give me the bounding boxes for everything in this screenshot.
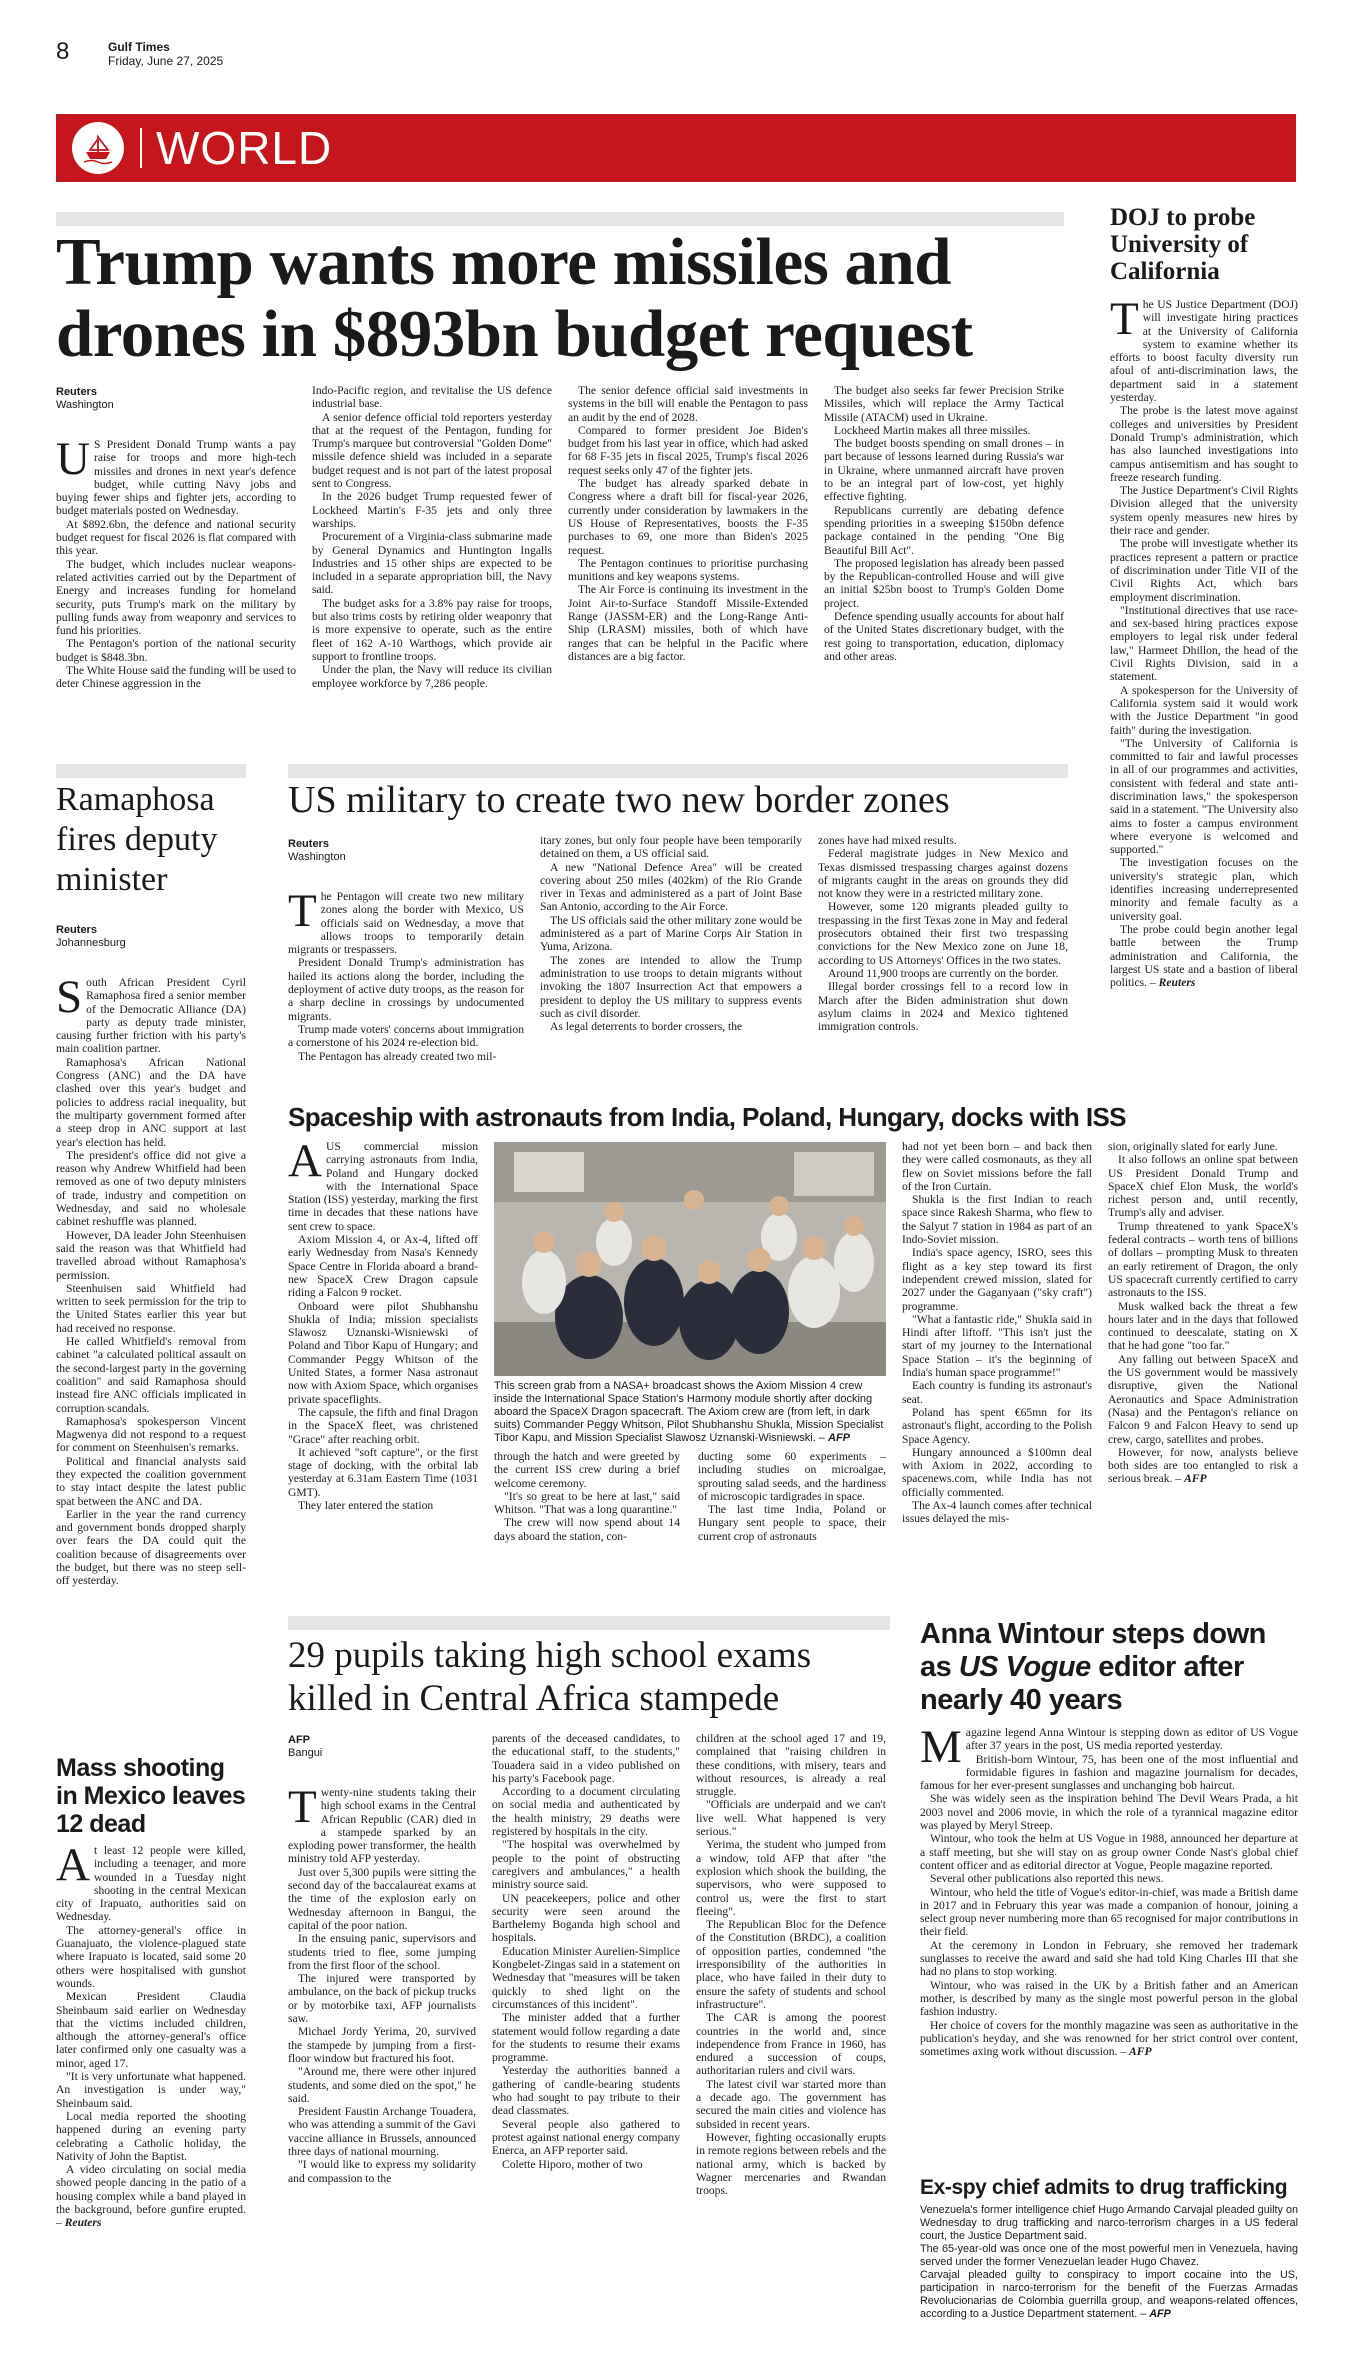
iss-crew-photo bbox=[494, 1142, 886, 1376]
section-banner bbox=[56, 114, 1296, 182]
border-col-2: itary zones, but only four people have been temporarily detained on them, a US official said. A new "National Defence Area" will be created covering about 250 miles (402km) of the Rio Grande river in Texas and administered as a part of Joint Base San Antonio, according to the Air Force. The US officials said the other military zone would be administered as a part of Marine Corps Air Station in Yuma, Arizona. The zones are intended to allow the Trump administration to use troops to detain migrants without invoking the 1807 Insurrection Act that empowers a president to deploy the US military to suppress events such as civil disorder. As legal deterrents to border crossers, the bbox=[540, 834, 802, 1034]
pupils-headline: 29 pupils taking high school exams killed in Central Africa stampede bbox=[288, 1635, 812, 1719]
mexico-headline: Mass shooting in Mexico leaves 12 dead bbox=[56, 1754, 246, 1838]
section-rule bbox=[288, 764, 1068, 778]
pupils-col-2: parents of the deceased candidates, to the educational staff, to the students," Touadera said in a video published on his party's Facebook page. According to a document circulating on social media and authenticated by the health ministry, 29 deaths were registered by hospitals in the city. "The hospital was overwhelmed by people to the point of obstructing caregivers and ambulances," a health ministry source said. UN peacekeepers, police and other security were seen around the Barthelemy Boganda high school and hospitals. Education Minister Aurelien-Simplice Kongbelet-Zingas said in a statement on Wednesday that "measures will be taken quickly to shed light on the circumstances of this incident". The minister added that a further statement would follow regarding a date for the students to resume their exams programme. Yesterday the authorities banned a gathering of candle-bearing students who had sought to pay tribute to their dead classmates. Several people also gathered to protest against national energy company Enerca, an AFP reporter said. Colette Hiporo, mother of two bbox=[492, 1732, 680, 2171]
iss-headline: Spaceship with astronauts from India, Poland, Hungary, docks with ISS bbox=[288, 1102, 1126, 1132]
border-byline: Reuters Washington bbox=[288, 838, 346, 863]
exspy-headline: Ex-spy chief admits to drug trafficking bbox=[920, 2176, 1288, 2199]
border-col-3: zones have had mixed results. Federal magistrate judges in New Mexico and Texas dismissed trespassing charges against dozens of migrants caught in the areas on grounds they did not know they were in a restricted military zone. However, some 120 migrants pleaded guilty to trespassing in the first Texas zone in May and federal prosecutors obtained their first two trespassing convictions for the New Mexico zone on June 18, according to US Attorneys' Offices in the two states. Around 11,900 troops are currently on the border. Illegal border crossings fell to a record low in March after the Biden administration shut down asylum claims in 2024 and Mexico tightened immigration controls. bbox=[818, 834, 1068, 1034]
rama-byline: Reuters Johannesburg bbox=[56, 924, 126, 949]
iss-col-5: sion, originally slated for early June. It also follows an online spat between US President Donald Trump and SpaceX chief Elon Musk, the world's richest person and, until recently, Trump's ally and adviser. Trump threatened to yank SpaceX's federal contracts – worth tens of billions of dollars – prompting Musk to threaten an early retirement of Dragon, the only US spacecraft currently certified to carry astronauts to the ISS. Musk walked back the threat a few hours later and in the days that followed continued to deescalate, stating on X that he had gone "too far." Any falling out between SpaceX and the US government would be massively disruptive, given the National Aeronautics and Space Administration (Nasa) and the Pentagon's reliance on Falcon 9 and Falcon Heavy to send up crew, cargo, satellites and probes. However, for now, analysts believe both sides are too entangled to risk a serious break. – AFP bbox=[1108, 1140, 1298, 1486]
trump-col-4: The budget also seeks far fewer Precision Strike Missiles, which will replace the Army Tactical Missile (ATACM) used in Ukraine. Lockheed Martin makes all three missiles. The budget boosts spending on small drones – in part because of lessons learned during Russia's war in Ukraine, where unmanned aircraft have proven to be an integral part of low-cost, yet highly effective fighting. Republicans currently are debating defence spending priorities in a sweeping $150bn defence package contained in the pending "One Big Beautiful Bill Act". The proposed legislation has already been passed by the Republican-controlled House and will give an initial $25bn boost to Trump's Golden Dome project. Defence spending usually accounts for about half of the United States discretionary budget, with the rest going to transportation, education, diplomacy and other areas. bbox=[824, 384, 1064, 663]
trump-col-3: The senior defence official said investments in systems in the bill will enable the Pentagon to pass an audit by the end of 2028. Compared to former president Joe Biden's budget from his last year in office, which had asked for 68 F-35 jets in fiscal 2025, Trump's fiscal 2026 request seeks only 47 of the fighter jets. The budget has already sparked debate in Congress where a draft bill for fiscal-year 2026, currently under consideration by lawmakers in the US House of Representatives, boosts the F-35 purchases to 69, one more than Biden's 2025 request. The Pentagon continues to prioritise purchasing munitions and key weapons systems. The Air Force is continuing its investment in the Joint Air-to-Surface Standoff Missile-Extended Range (JASSM-ER) and the Long-Range Anti-Ship (LRASM) missiles, both of which have ranges that can be helpful in the Pacific where distances are a big factor. bbox=[568, 384, 808, 663]
page-number: 8 bbox=[56, 38, 70, 65]
section-title: WORLD bbox=[156, 122, 333, 174]
border-col-1: The Pentagon will create two new military zones along the border with Mexico, US officials said on Wednesday, a move that allows troops to temporarily detain migrants or trespassers. President Donald Trump's administration has hailed its actions along the border, including the deployment of active duty troops, as the reason for a sharp decline in crossings by undocumented migrants. Trump made voters' concerns about immigration a cornerstone of his 2024 re-election bid. The Pentagon has already created two mil- bbox=[288, 885, 524, 1063]
pupils-col-1: Twenty-nine students taking their high school exams in the Central African Republic (CAR) died in a stampede sparked by an exploding power transformer, the health ministry told AFP yesterday. Just over 5,300 pupils were sitting the second day of the baccalaureat exams at the time of the explosion early on Wednesday afternoon in Bangui, the capital of the poor nation. In the ensuing panic, supervisors and students tried to flee, some jumping from the first floor of the school. The injured were transported by ambulance, on the back of pickup trucks or by motorbike taxi, AFP journalists saw. Michael Jordy Yerima, 20, survived the stampede by jumping from a first-floor window but fractured his foot. "Around me, there were other injured students, and some died on the spot," he said. President Faustin Archange Touadera, who was attending a summit of the Gavi vaccine alliance in Brussels, announced three days of national mourning. "I would like to express my solidarity and compassion to the bbox=[288, 1781, 476, 2185]
iss-col-3: ducting some 60 experiments – including studies on microalgae, sprouting salad seeds, and the hardiness of microscopic tardigrades in space. The last time India, Poland or Hungary sent people to space, their current crop of astronauts bbox=[698, 1450, 886, 1543]
exspy-body: Venezuela's former intelligence chief Hugo Armando Carvajal pleaded guilty on Wednesday to drug trafficking and narco-terrorism charges in a US federal court, the Justice Department said. The 65-year-old was once one of the most powerful men in Venezuela, having served under the former Venezuelan leader Hugo Chavez. Carvajal pleaded guilty to conspiracy to import cocaine into the US, participation in narco-terrorism for the benefit of the Fuerzas Armadas Revolucionarias de Colombia guerrilla group, and weapons-related offences, according to a Justice Department statement. – AFP bbox=[920, 2204, 1298, 2320]
masthead-paper: Gulf Times bbox=[108, 40, 170, 54]
trump-col-1: US President Donald Trump wants a pay raise for troops and more high-tech missiles and drones in next year's defence budget, while cutting Navy jobs and buying fewer ships and fighter jets, according to budget materials posted on Wednesday. At $892.6bn, the defence and national security budget request for fiscal 2026 is flat compared with this year. The budget, which includes nuclear weapons-related activities carried out by the Department of Energy and increases funding for homeland security, puts Trump's mark on the military by pulling funds away from weaponry and services to fund his priorities. The Pentagon's portion of the national security budget is $848.3bn. The White House said the funding will be used to deter Chinese aggression in the bbox=[56, 433, 297, 691]
doj-body: The US Justice Department (DOJ) will investigate hiring practices at the University of California system to examine whether its efforts to boost faculty diversity run afoul of anti-discrimination laws, the department said in a statement yesterday. The probe is the latest move against colleges and universities by President Donald Trump's administration, which has also launched investigations into campus antisemitism and has sought to freeze research funding. The Justice Department's Civil Rights Division alleged that the university system openly measures new hires by their race and gender. The probe will investigate whether its practices represent a pattern or practice of discrimination under Title VII of the Civil Rights Act, which bars employment discrimination. "Institutional directives that use race- and sex-based hiring practices expose employers to legal risk under federal law," Harmeet Dhillon, the head of the Civil Rights Division, said in a statement. A spokesperson for the University of California system said it would work with the Justice Department "in good faith" during the investigation. "The University of California is committed to fair and lawful processes in all of our programmes and activities, consistent with federal and state anti-discrimination laws," the spokesperson said in a statement. "The University also aims to foster a campus environment where everyone is welcomed and supported." The investigation focuses on the university's strategic plan, which identifies increasing underrepresented minority and female faculty as a university goal. The probe could begin another legal battle between the Trump administration and California, the largest US state and a bastion of liberal politics. – Reuters bbox=[1110, 293, 1298, 990]
section-rule bbox=[288, 1616, 890, 1630]
doj-headline: DOJ to probe University of California bbox=[1110, 204, 1256, 285]
pupils-byline: AFP Bangui bbox=[288, 1734, 323, 1759]
trump-headline: Trump wants more missiles and drones in $893bn budget request bbox=[56, 225, 973, 371]
banner-divider bbox=[140, 128, 142, 168]
section-rule bbox=[56, 212, 1064, 226]
iss-col-2: through the hatch and were greeted by the current ISS crew during a brief welcome ceremony. "It's so great to be here at last," said Whitson. "That was a long quarantine." The crew will now spend about 14 days aboard the station, con- bbox=[494, 1450, 680, 1543]
wintour-body: Magazine legend Anna Wintour is stepping down as editor of US Vogue after 37 years in the post, US media reported yesterday. British-born Wintour, 75, has been one of the most influential and formidable figures in fashion and magazine journalism for decades, famous for her ever-present sunglasses and unchanging bob haircut. She was widely seen as the inspiration behind The Devil Wears Prada, a hit 2003 novel and 2006 movie, in which the role of a tyrannical magazine editor was played by Meryl Streep. Wintour, who took the helm at US Vogue in 1988, announced her departure at a staff meeting, but she will stay on as group owner Conde Nast's global chief content officer and as editorial director at Vogue, People magazine reported. Several other publications also reported this news. Wintour, who held the title of Vogue's editor-in-chief, was made a British dame in 2017 and in February this year was made a companion of honour, joining a select group never numbering more than 65 recognised for major contributions in their field. At the ceremony in London in February, she removed her trademark sunglasses to receive the award and said she had told King Charles III that she had no plans to stop working. Wintour, who was raised in the UK by a British father and an American mother, is described by many as the single most powerful person in the global fashion industry. Her choice of covers for the monthly magazine was seen as authoritative in the publication's heyday, and she was renowned for her strict control over content, sometimes axing work without discussion. – AFP bbox=[920, 1721, 1298, 2059]
trump-col-2: Indo-Pacific region, and revitalise the US defence industrial base. A senior defence official told reporters yesterday that at the request of the Pentagon, funding for Trump's marquee but controversial "Golden Dome" missile defence shield was included in a separate budget request and is not part of the latest proposal sent to Congress. In the 2026 budget Trump requested fewer of Lockheed Martin's F-35 jets and only three warships. Procurement of a Virginia-class submarine made by General Dynamics and Huntington Ingalls Industries and 15 other ships are expected to be included in a separate appropriation bill, the Navy said. The budget asks for a 3.8% pay raise for troops, but also trims costs by retiring older weaponry that is more expensive to operate, such as the entire fleet of 162 A-10 Warthogs, which provide air support to frontline troops. Under the plan, the Navy will reduce its civilian employee workforce by 7,286 people. bbox=[312, 384, 552, 690]
rama-body: South African President Cyril Ramaphosa fired a senior member of the Democratic Alliance (DA) party as deputy trade minister, causing further friction with his party's main coalition partner. Ramaphosa's African National Congress (ANC) and the DA have clashed over this year's budget and policies to address racial inequality, but the multiparty government formed after a steep drop in ANC support at last year's election has held. The president's office did not give a reason why Andrew Whitfield had been removed as one of two deputy ministers of trade, industry and competition on Wednesday, and said no wholesale cabinet reshuffle was planned. However, DA leader John Steenhuisen said the reason was that Whitfield had travelled abroad without Ramaphosa's permission. Steenhuisen said Whitfield had written to seek permission for the trip to the United States earlier this year but had received no response. He called Whitfield's removal from cabinet "a calculated political assault on the second-largest party in the governing coalition" and said Ramaphosa should instead fire ANC officials implicated in corruption scandals. Ramaphosa's spokesperson Vincent Magwenya did not respond to a request for comment on Steenhuisen's remarks. Political and financial analysts said they expected the coalition government to stay intact despite the latest public spat between the ANC and DA. Earlier in the year the rand currency and government bonds dropped sharply over fears the DA could quit the coalition because of disagreements over the budget, but there was no steep sell-off yesterday. bbox=[56, 971, 246, 1588]
globe-ship-icon bbox=[72, 122, 124, 174]
rama-headline: Ramaphosa fires deputy minister bbox=[56, 781, 218, 898]
pupils-col-3: children at the school aged 17 and 19, complained that "raising children in these conditions, with misery, tears and without resources, is already a real struggle. "Officials are underpaid and we can't live well. What happened is very serious." Yerima, the student who jumped from a window, told AFP that after "the explosion which shook the building, the supervisors, who were supposed to control us, were the first to start fleeing". The Republican Bloc for the Defence of the Constitution (BRDC), a coalition of opposition parties, condemned "the irresponsibility of the authorities in place, who have failed in their duty to ensure the safety of students and school infrastructure". The CAR is among the poorest countries in the world and, since independence from France in 1960, has endured a succession of coups, authoritarian rulers and civil wars. The latest civil war started more than a decade ago. The government has secured the main cities and violence has subsided in recent years. However, fighting occasionally erupts in remote regions between rebels and the national army, which is backed by Wagner mercenaries and Rwandan troops. bbox=[696, 1732, 886, 2198]
iss-caption: This screen grab from a NASA+ broadcast shows the Axiom Mission 4 crew inside the International Space Station's Harmony module shortly after docking aboard the SpaceX Dragon spacecraft. The Axiom crew are (from left, in dark suits) Commander Peggy Whitson, Pilot Shubhanshu Shukla, Mission Specialist Tibor Kapu, and Mission Specialist Slawosz Uznanski-Wisniewski. – AFP bbox=[494, 1380, 884, 1444]
masthead-date: Friday, June 27, 2025 bbox=[108, 54, 224, 68]
section-rule bbox=[56, 764, 246, 778]
iss-col-4: had not yet been born – and back then they were called cosmonauts, as they all flew on Soviet missions before the fall of the Iron Curtain. Shukla is the first Indian to reach space since Rakesh Sharma, who flew to the Salyut 7 station in 1984 as part of an Indo-Soviet mission. India's space agency, ISRO, sees this flight as a key step toward its first independent crewed mission, slated for 2027 under the Gaganyaan ("sky craft") programme. "What a fantastic ride," Shukla said in Hindi after liftoff. "This isn't just the start of my journey to the International Space Station – it's the beginning of India's human space programme!" Each country is funding its astronaut's seat. Poland has spent €65mn for its astronaut's flight, according to the Polish Space Agency. Hungary announced a $100mn deal with Axiom in 2022, according to spacenews.com, while India has not officially commented. The Ax-4 launch comes after technical issues delayed the mis- bbox=[902, 1140, 1092, 1526]
wintour-headline: Anna Wintour steps down as US Vogue editor after nearly 40 years bbox=[920, 1618, 1266, 1716]
iss-col-1: AUS commercial mission carrying astronauts from India, Poland and Hungary docked with the International Space Station (ISS) yesterday, marking the first time in decades that these nations have sent crew to space. Axiom Mission 4, or Ax-4, lifted off early Wednesday from Nasa's Kennedy Space Centre in Florida aboard a brand-new SpaceX Crew Dragon capsule riding a Falcon 9 rocket. Onboard were pilot Shubhanshu Shukla of India; mission specialists Slawosz Uznanski-Wisniewski of Poland and Tibor Kapu of Hungary; and Commander Peggy Whitson of the United States, a former Nasa astronaut now with Axiom Space, which organises private spaceflights. The capsule, the fifth and final Dragon in the SpaceX fleet, was christened "Grace" after reaching orbit. It achieved "soft capture", or the first stage of docking, with the orbital lab yesterday at 6.31am Eastern Time (1031 GMT). They later entered the station bbox=[288, 1135, 478, 1513]
trump-byline: Reuters Washington bbox=[56, 386, 114, 411]
border-headline: US military to create two new border zones bbox=[288, 779, 950, 821]
mexico-body: At least 12 people were killed, including a teenager, and more wounded in a Tuesday night shooting in the central Mexican city of Irapuato, authorities said on Wednesday. The attorney-general's office in Guanajuato, the violence-plagued state where Irapuato is located, said some 20 others were hospitalised with gunshot wounds. Mexican President Claudia Sheinbaum said earlier on Wednesday that the victims included children, although the attorney-general's office later confirmed only one casualty was a minor, aged 17. "It is very unfortunate what happened. An investigation is under way," Sheinbaum said. Local media reported the shooting happened during an evening party celebrating a Catholic holiday, the Nativity of John the Baptist. A video circulating on social media showed people dancing in the patio of a housing complex while a band played in the background, before gunfire erupted. – Reuters bbox=[56, 1839, 246, 2230]
